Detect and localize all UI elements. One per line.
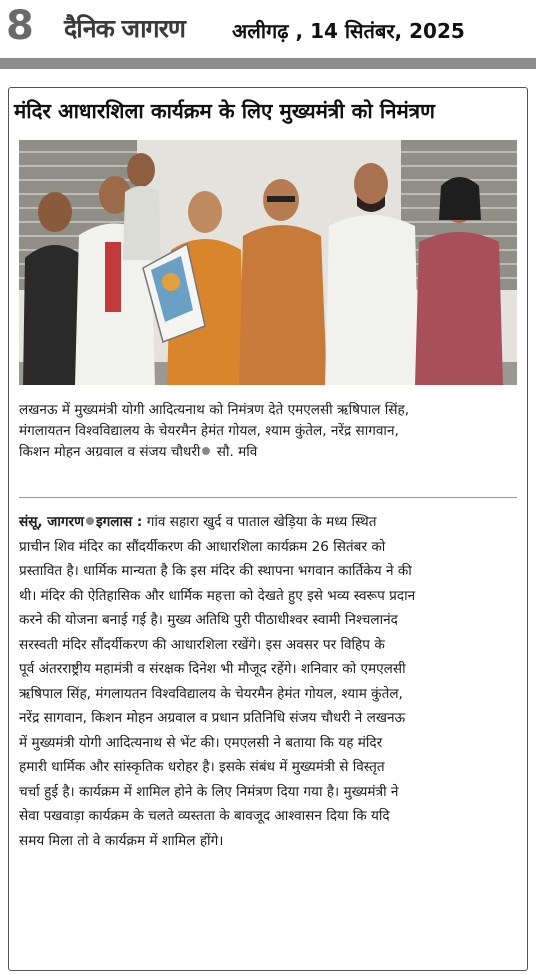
- caption-line-last: [19, 442, 517, 463]
- dateline: अलीगढ़ , 14 सितंबर, 2025: [232, 19, 465, 43]
- page-number: 8: [6, 3, 34, 49]
- body-text-line: सेवा पखवाड़ा कार्यक्रम के चलते व्यस्तता के बावजूद आश्वासन दिया कि यदि: [19, 808, 390, 824]
- caption-line: लखनऊ में मुख्यमंत्री योगी आदित्यनाथ को निमंत्रण देते एमएलसी ऋषिपाल सिंह,: [19, 402, 410, 418]
- body-text-line: समय मिला तो वे कार्यक्रम में शामिल होंगे।: [19, 832, 224, 849]
- body-text-line: पूर्व अंतरराष्ट्रीय महामंत्री व संरक्षक दिनेश भी मौजूद रहेंगे। शनिवार को एमएलसी: [19, 661, 406, 677]
- body-text-line: गांव सहारा खुर्द व पाताल खेड़िया के मध्य स्थित: [146, 514, 377, 530]
- article-body: [19, 510, 517, 853]
- body-text-line: प्रस्तावित है। धार्मिक मान्यता है कि इस मंदिर की स्थापना भगवान कार्तिकेय ने की: [19, 563, 412, 579]
- body-text-line: प्राचीन शिव मंदिर का सौंदर्यीकरण की आधारशिला कार्यक्रम 26 सितंबर को: [19, 538, 386, 555]
- body-text-line: नरेंद्र सागवान, किशन मोहन अग्रवाल व प्रधान प्रतिनिधि संजय चौधरी ने लखनऊ: [19, 710, 406, 726]
- body-text-line: ऋषिपाल सिंह, मंगलायतन विश्वविद्यालय के चेयरमैन हेमंत गोयल, श्याम कुंतेल,: [19, 685, 403, 702]
- body-text-line: में मुख्यमंत्री योगी आदित्यनाथ से भेंट की। एमएलसी ने बताया कि यह मंदिर: [19, 734, 383, 751]
- body-text-line: चर्चा हुई है। कार्यक्रम में शामिल होने के लिए निमंत्रण दिया गया है। मुख्यमंत्री ने: [19, 783, 399, 800]
- location-tag: इगलास :: [95, 514, 143, 530]
- caption-line-text: किशन मोहन अग्रवाल व संजय चौधरी: [19, 444, 201, 460]
- caption-line: मंगलायतन विश्वविद्यालय के चेयरमैन हेमंत गोयल, श्याम कुंतेल, नरेंद्र सागवान,: [19, 423, 399, 439]
- masthead: [0, 0, 536, 58]
- body-text-line: हमारी धार्मिक और सांस्कृतिक धरोहर है। इसके संबंध में मुख्यमंत्री से विस्तृत: [19, 759, 385, 775]
- caption-separator: [19, 497, 517, 498]
- article-headline: मंदिर आधारशिला कार्यक्रम के लिए मुख्यमंत्री को निमंत्रण: [14, 99, 435, 123]
- body-text-line: करने की योजना बनाई गई है। मुख्य अतिथि पुरी पीठाधीश्वर स्वामी निश्चलानंद: [19, 612, 398, 628]
- caption-credit: सौ. मवि: [216, 444, 258, 460]
- photo-caption: [19, 400, 517, 463]
- masthead-rule: [0, 58, 536, 69]
- newspaper-name: दैनिक जागरण: [64, 14, 185, 43]
- group-photo-image: [19, 140, 517, 385]
- byline: संसू, जागरण: [19, 514, 84, 530]
- bullet-dot-icon: [202, 447, 210, 455]
- body-text-line: थी। मंदिर की ऐतिहासिक और धार्मिक महत्ता को देखते हुए इसे भव्य स्वरूप प्रदान: [19, 587, 416, 604]
- body-text-line: सरस्वती मंदिर सौंदर्यीकरण की आधारशिला रखेंगे। इस अवसर पर विहिप के: [19, 636, 385, 653]
- bullet-dot-icon: [86, 517, 94, 525]
- body-first-line: [19, 510, 517, 535]
